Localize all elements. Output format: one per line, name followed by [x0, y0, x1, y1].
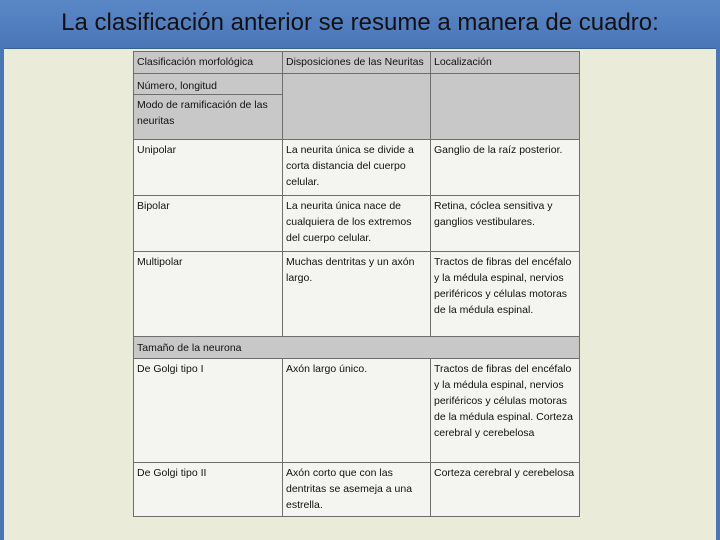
- header-cell-location: Localización: [431, 52, 580, 74]
- section-label-branching: Modo de ramificación de las neuritas: [137, 99, 268, 127]
- table-row: [134, 140, 580, 196]
- right-border: [716, 48, 720, 540]
- cell-disposition: Axón corto que con las dentritas se asemeja a una estrella.: [283, 463, 431, 517]
- section-row-number-length: [134, 74, 580, 140]
- section-row-neuron-size: [134, 337, 580, 359]
- table-row: [134, 359, 580, 463]
- header-cell-classification: Clasificación morfológica: [134, 52, 283, 74]
- cell-location: Tractos de fibras del encéfalo y la médula espinal, nervios periféricos y células motoras de la médula espinal.: [431, 252, 580, 337]
- section-label-number-length: Número, longitud: [134, 74, 282, 95]
- table-header-row: [134, 52, 580, 74]
- cell-classification: De Golgi tipo I: [134, 359, 283, 463]
- cell-classification: Bipolar: [134, 196, 283, 252]
- left-border: [0, 48, 4, 540]
- table-row: [134, 463, 580, 517]
- slide-title: La clasificación anterior se resume a manera de cuadro:: [61, 9, 659, 36]
- cell-location: Retina, cóclea sensitiva y ganglios vestibulares.: [431, 196, 580, 252]
- table-row: [134, 196, 580, 252]
- cell-location: Tractos de fibras del encéfalo y la médula espinal, nervios periféricos y células motoras de la médula espinal. Corteza cerebral y cerebelosa: [431, 359, 580, 463]
- cell-classification: Multipolar: [134, 252, 283, 337]
- table-row: [134, 252, 580, 337]
- section-cell-stack: [134, 74, 283, 140]
- section-empty-cell: [283, 74, 431, 140]
- header-cell-dispositions: Disposiciones de las Neuritas: [283, 52, 431, 74]
- cell-disposition: Muchas dentritas y un axón largo.: [283, 252, 431, 337]
- section-label-neuron-size: Tamaño de la neurona: [134, 337, 580, 359]
- section-empty-cell: [431, 74, 580, 140]
- cell-classification: De Golgi tipo II: [134, 463, 283, 517]
- cell-location: Corteza cerebral y cerebelosa: [431, 463, 580, 517]
- cell-disposition: La neurita única nace de cualquiera de los extremos del cuerpo celular.: [283, 196, 431, 252]
- cell-disposition: Axón largo único.: [283, 359, 431, 463]
- classification-table: [133, 51, 580, 517]
- cell-location: Ganglio de la raíz posterior.: [431, 140, 580, 196]
- cell-disposition: La neurita única se divide a corta distancia del cuerpo celular.: [283, 140, 431, 196]
- cell-classification: Unipolar: [134, 140, 283, 196]
